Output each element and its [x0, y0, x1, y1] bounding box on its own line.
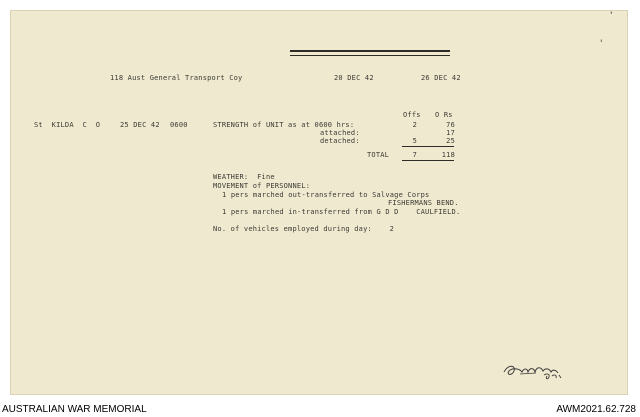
col-offs-header: Offs	[403, 111, 421, 119]
total-ors: 118	[441, 151, 455, 159]
corner-mark-left: '	[610, 11, 613, 21]
total-offs: 7	[412, 151, 417, 159]
header-rule-top	[290, 50, 450, 52]
weather-line: WEATHER: Fine	[213, 173, 275, 181]
entry-date: 25 DEC 42	[120, 121, 160, 129]
col-ors-header: O Rs	[435, 111, 453, 119]
strength-offs: 2	[412, 121, 417, 129]
entry-place: St KILDA C O	[34, 121, 101, 129]
total-rule-bottom	[402, 160, 454, 161]
date-to: 26 DEC 42	[421, 74, 461, 82]
footer-accession-number: AWM2021.62.728	[556, 404, 636, 415]
strength-ors: 76	[446, 121, 455, 129]
unit-name: 118 Aust General Transport Coy	[110, 74, 243, 82]
strength-label: STRENGTH of UNIT as at 0600 hrs:	[213, 121, 355, 129]
header-rule-bottom	[290, 55, 450, 56]
document-page	[10, 10, 628, 395]
attached-ors: 17	[446, 129, 455, 137]
entry-time: 0600	[170, 121, 188, 129]
attached-label: attached:	[320, 129, 360, 137]
movement-line-2: 1 pers marched in-transferred from G D D CAULFIELD.	[222, 208, 461, 216]
movement-line-1-continued: FISHERMANS BEND.	[388, 199, 459, 207]
vehicles-line: No. of vehicles employed during day: 2	[213, 225, 394, 233]
detached-offs: 5	[412, 137, 417, 145]
movement-line-1: 1 pers marched out-transferred to Salvage Corps	[222, 191, 430, 199]
detached-label: detached:	[320, 137, 360, 145]
total-label: TOTAL	[367, 151, 390, 159]
detached-ors: 25	[446, 137, 455, 145]
total-rule-top	[402, 146, 454, 147]
movement-heading: MOVEMENT of PERSONNEL:	[213, 182, 311, 190]
corner-mark-right: '	[600, 39, 603, 49]
footer-institution: AUSTRALIAN WAR MEMORIAL	[2, 404, 147, 415]
date-from: 20 DEC 42	[334, 74, 374, 82]
handwritten-signature	[500, 362, 572, 382]
